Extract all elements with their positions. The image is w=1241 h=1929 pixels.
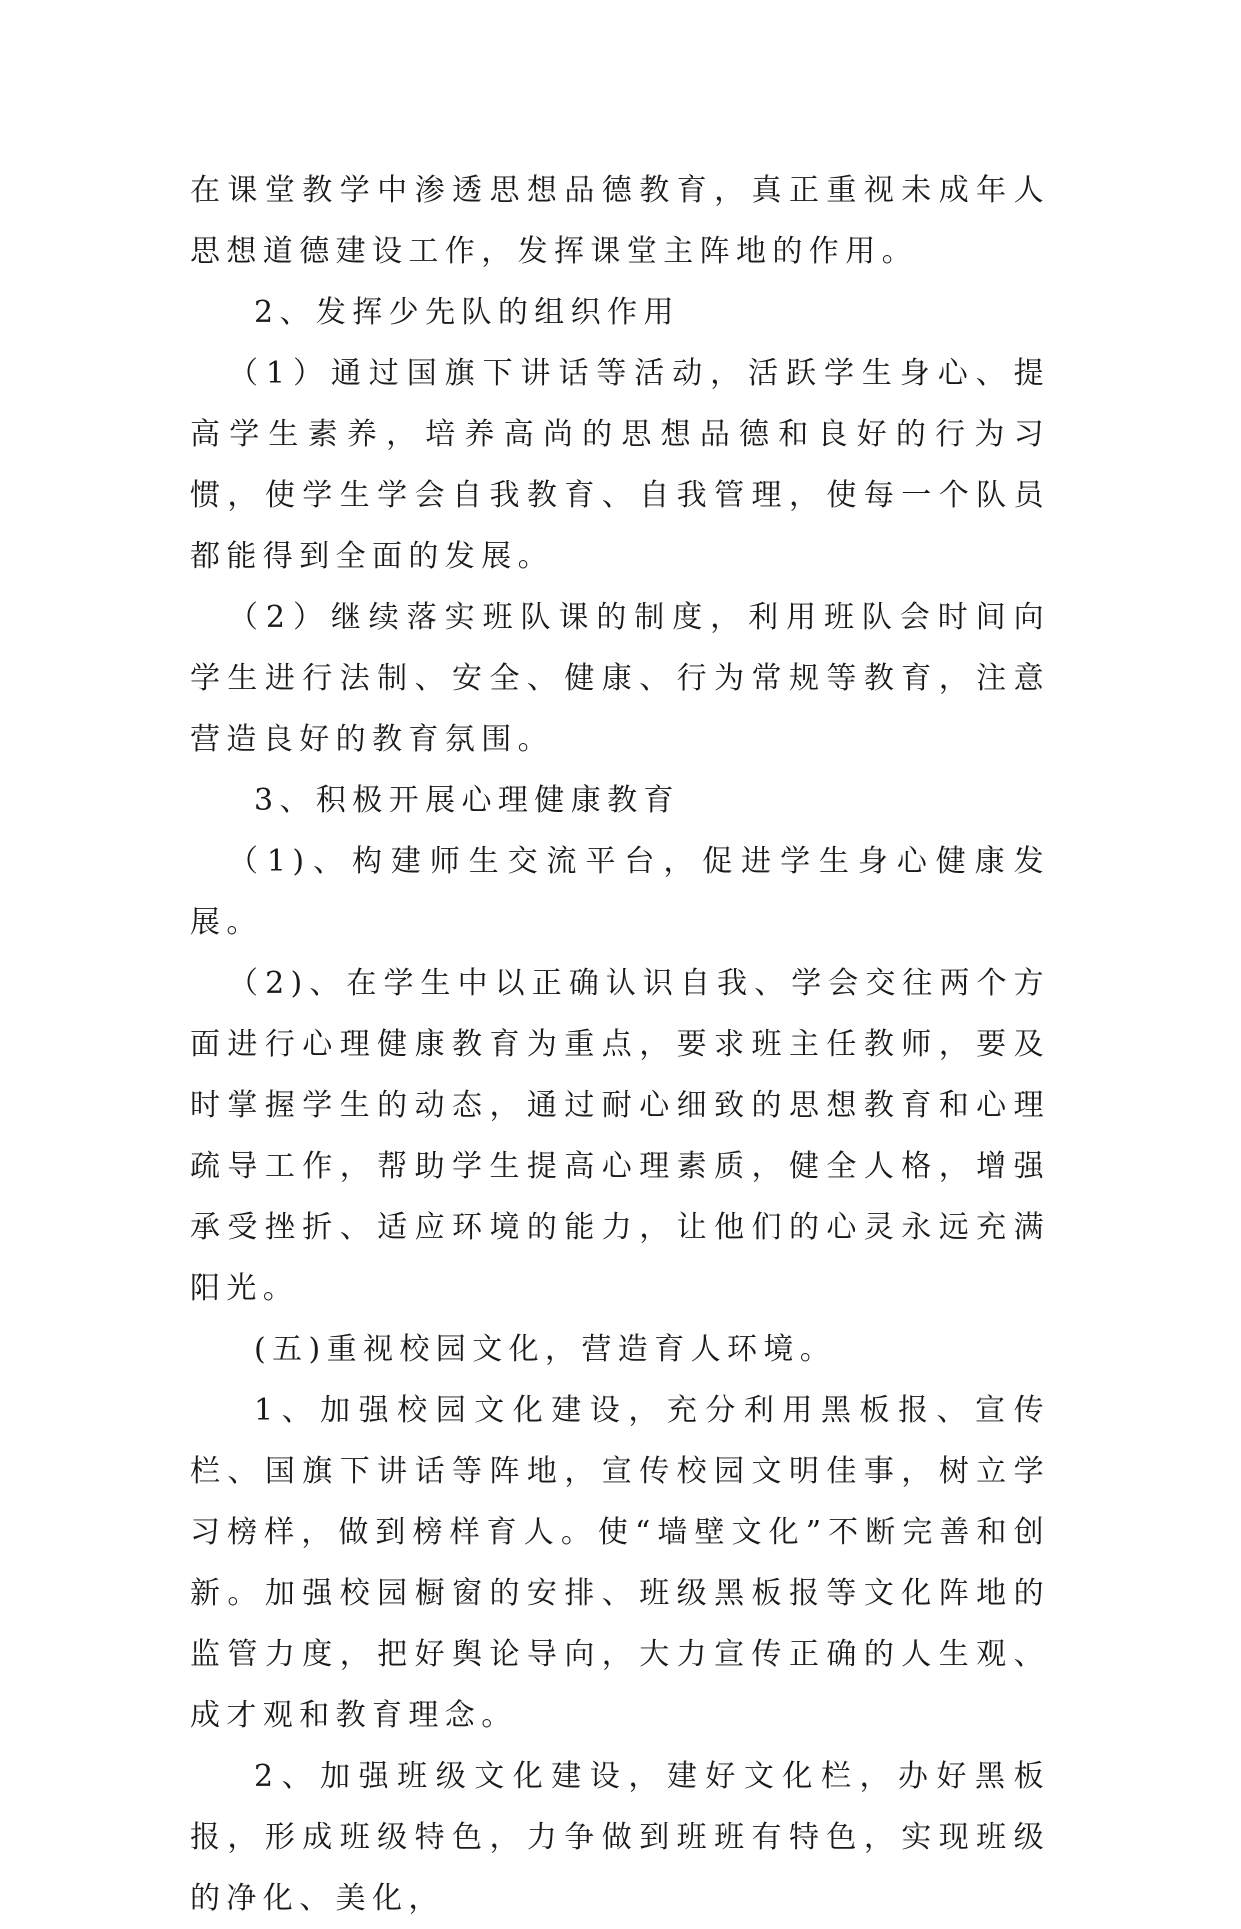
section-heading-2: 2、发挥少先队的组织作用 [254, 295, 680, 330]
section-heading-5: (五)重视校园文化，营造育人环境。 [254, 1332, 837, 1367]
paragraph-3-2: （2)、在学生中以正确认识自我、学会交往两个方面进行心理健康教育为重点，要求班主任教师，要及时掌握学生的动态，通过耐心细致的思想教育和心理疏导工作，帮助学生提高心理素质，健全人格，增强承受挫折、适应环境的能力，让他们的心灵永远充满阳光。 [190, 966, 1050, 1306]
paragraph-1: 在课堂教学中渗透思想品德教育，真正重视未成年人思想道德建设工作，发挥课堂主阵地的作用。 [190, 173, 1050, 269]
paragraph-5-1: 1、加强校园文化建设，充分利用黑板报、宣传栏、国旗下讲话等阵地，宣传校园文明佳事，树立学习榜样，做到榜样育人。使“墙壁文化”不断完善和创新。加强校园橱窗的安排、班级黑板报等文化阵地的监管力度，把好舆论导向，大力宣传正确的人生观、成才观和教育理念。 [190, 1393, 1050, 1733]
paragraph-2-2: （2）继续落实班队课的制度，利用班队会时间向学生进行法制、安全、健康、行为常规等教育，注意营造良好的教育氛围。 [190, 600, 1050, 757]
paragraph-5-2: 2、加强班级文化建设，建好文化栏，办好黑板报，形成班级特色，力争做到班班有特色，实现班级的净化、美化， [190, 1759, 1050, 1916]
paragraph-2-1: （1）通过国旗下讲话等活动，活跃学生身心、提高学生素养，培养高尚的思想品德和良好的行为习惯，使学生学会自我教育、自我管理，使每一个队员都能得到全面的发展。 [190, 356, 1050, 574]
paragraph-3-1: （1)、构建师生交流平台，促进学生身心健康发展。 [190, 844, 1050, 940]
section-heading-3: 3、积极开展心理健康教育 [254, 783, 680, 818]
document-page [190, 160, 1050, 1929]
